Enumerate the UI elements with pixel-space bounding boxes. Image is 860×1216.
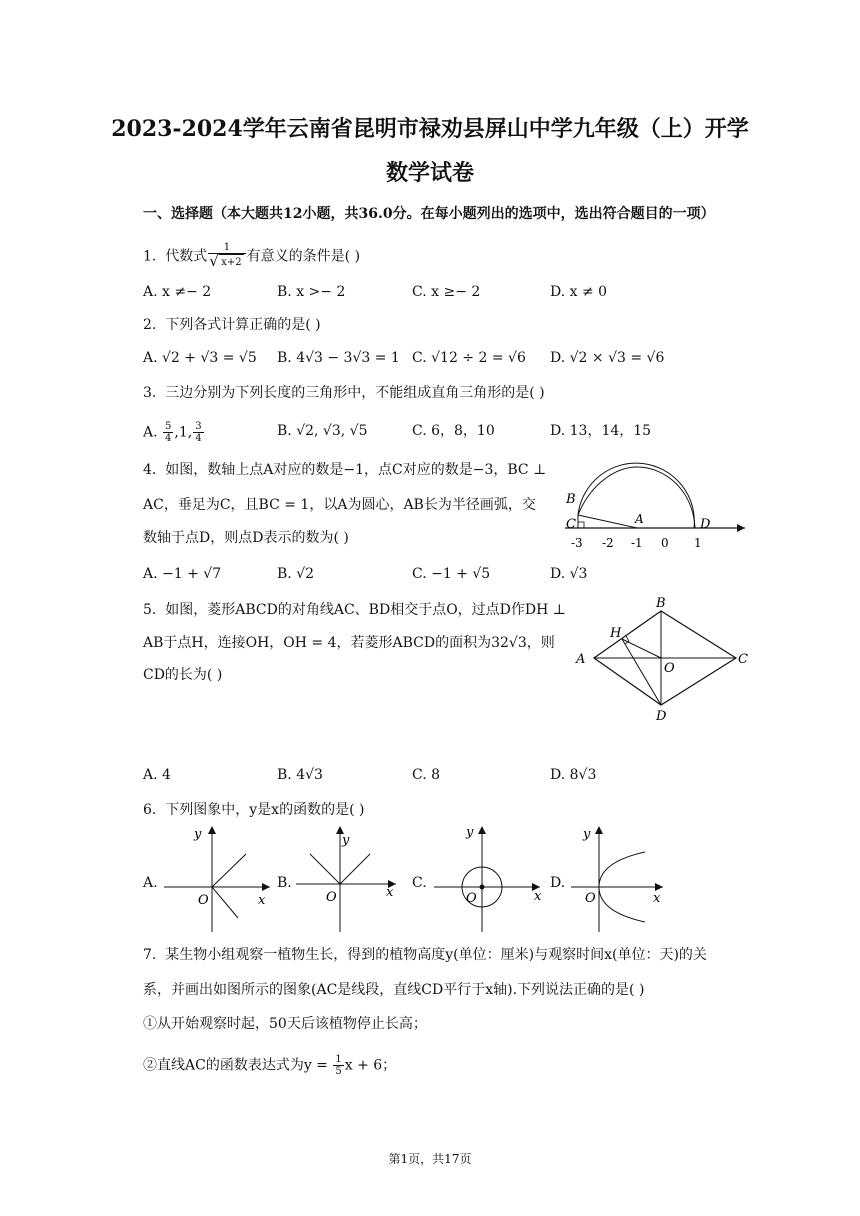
number-line-figure bbox=[555, 455, 755, 555]
tick-label: -1 bbox=[631, 536, 643, 550]
question-4-line2: AC，垂足为C，且BC = 1，以A为圆心，AB长为半径画弧，交 bbox=[143, 497, 536, 513]
x-axis-label: x bbox=[534, 889, 542, 904]
q4-option-a: A. −1 + √7 bbox=[143, 566, 222, 582]
point-c-label: C bbox=[566, 517, 576, 532]
q2-option-d: D. √2 × √3 = √6 bbox=[550, 350, 665, 366]
q5-option-c: C. 8 bbox=[412, 767, 441, 783]
q1-option-a: A. x ≠− 2 bbox=[143, 284, 212, 300]
y-axis-label: y bbox=[466, 825, 474, 840]
point-b-label: B bbox=[566, 492, 576, 507]
origin-label: O bbox=[585, 891, 596, 906]
q3-option-c: C. 6，8，10 bbox=[412, 423, 495, 439]
q6-graph-a bbox=[158, 822, 276, 940]
point-o-label: O bbox=[664, 661, 675, 676]
q5-option-d: D. 8√3 bbox=[550, 767, 597, 783]
q4-option-c: C. −1 + √5 bbox=[412, 566, 491, 582]
tick-label: 0 bbox=[661, 536, 669, 550]
point-c-label: C bbox=[738, 652, 748, 667]
x-axis-label: x bbox=[653, 891, 661, 906]
tick-label: 1 bbox=[694, 536, 702, 550]
q6-graph-c bbox=[428, 822, 546, 940]
origin-label: O bbox=[198, 893, 209, 908]
q1-option-c: C. x ≥− 2 bbox=[412, 284, 481, 300]
q6-option-a-label: A. bbox=[143, 875, 158, 891]
point-b-label: B bbox=[656, 596, 666, 611]
q2-option-a: A. √2 + √3 = √5 bbox=[143, 350, 257, 366]
question-5-line1: 5. 如图，菱形ABCD的对角线AC、BD相交于点O，过点D作DH ⊥ bbox=[143, 602, 566, 618]
q2-option-c: C. √12 ÷ 2 = √6 bbox=[412, 350, 526, 366]
q6-option-c-label: C. bbox=[412, 875, 427, 891]
y-axis-label: y bbox=[194, 827, 202, 842]
q2-option-b: B. 4√3 − 3√3 = 1 bbox=[277, 350, 400, 366]
tick-label: -3 bbox=[571, 536, 583, 550]
q1-option-b: B. x >− 2 bbox=[277, 284, 346, 300]
x-axis-label: x bbox=[386, 885, 394, 900]
q6-graph-d bbox=[565, 822, 675, 940]
page-footer: 第1页，共17页 bbox=[388, 1152, 472, 1166]
q3-option-a: A. $\frac{5}{4}$ ,1, $\frac{3}{4}$ bbox=[143, 421, 202, 444]
page-subtitle: 数学试卷 bbox=[385, 160, 474, 186]
q7-statement-1: ①从开始观察时起，50天后该植物停止长高； bbox=[143, 1016, 427, 1032]
question-4-line3: 数轴于点D，则点D表示的数为( ) bbox=[143, 530, 349, 546]
question-5-line2: AB于点H，连接OH，OH = 4，若菱形ABCD的面积为32√3，则 bbox=[143, 635, 555, 651]
point-a-label: A bbox=[576, 652, 586, 667]
page-title: 2023-2024学年云南省昆明市禄劝县屏山中学九年级（上）开学 bbox=[111, 116, 749, 142]
q1-option-d: D. x ≠ 0 bbox=[550, 284, 608, 300]
q5-option-a: A. 4 bbox=[143, 767, 171, 783]
q4-option-b: B. √2 bbox=[277, 566, 315, 582]
question-7-line2: 系，并画出如图所示的图象(AC是线段，直线CD平行于x轴).下列说法正确的是( ) bbox=[143, 982, 645, 998]
y-axis-label: y bbox=[342, 833, 350, 848]
q3-option-d: D. 13，14，15 bbox=[550, 423, 652, 439]
q6-graph-b bbox=[290, 822, 408, 940]
point-d-label: D bbox=[700, 517, 711, 532]
origin-label: O bbox=[326, 890, 337, 905]
section-heading: 一、选择题（本大题共12小题，共36.0分。在每小题列出的选项中，选出符合题目的一项） bbox=[143, 206, 715, 222]
q4-option-d: D. √3 bbox=[550, 566, 588, 582]
q6-option-d-label: D. bbox=[550, 875, 566, 891]
question-1: 1. 代数式 1 √ x+2 有意义的条件是( ) bbox=[143, 242, 360, 271]
question-4-line1: 4. 如图，数轴上点A对应的数是−1，点C对应的数是−3，BC ⊥ bbox=[143, 462, 547, 478]
rhombus-figure bbox=[570, 595, 755, 725]
point-h-label: H bbox=[610, 626, 622, 641]
origin-label: O bbox=[466, 891, 477, 906]
x-axis-label: x bbox=[258, 893, 266, 908]
question-6: 6. 下列图象中，y是x的函数的是( ) bbox=[143, 802, 365, 818]
q3-option-b: B. √2, √3, √5 bbox=[277, 423, 368, 439]
tick-label: -2 bbox=[602, 536, 614, 550]
q5-option-b: B. 4√3 bbox=[277, 767, 323, 783]
y-axis-label: y bbox=[583, 827, 591, 842]
q7-statement-2: ②直线AC的函数表达式为y = $\frac{1}{5}$ x + 6； bbox=[143, 1054, 397, 1077]
question-2: 2. 下列各式计算正确的是( ) bbox=[143, 317, 321, 333]
question-7-line1: 7. 某生物小组观察一植物生长，得到的植物高度y(单位：厘米)与观察时间x(单位：天)的关 bbox=[143, 947, 707, 963]
question-5-line3: CD的长为( ) bbox=[143, 667, 223, 683]
q6-option-b-label: B. bbox=[277, 875, 292, 891]
question-3: 3. 三边分别为下列长度的三角形中，不能组成直角三角形的是( ) bbox=[143, 385, 545, 401]
point-a-label: A bbox=[635, 512, 644, 526]
point-d-label: D bbox=[656, 709, 667, 724]
